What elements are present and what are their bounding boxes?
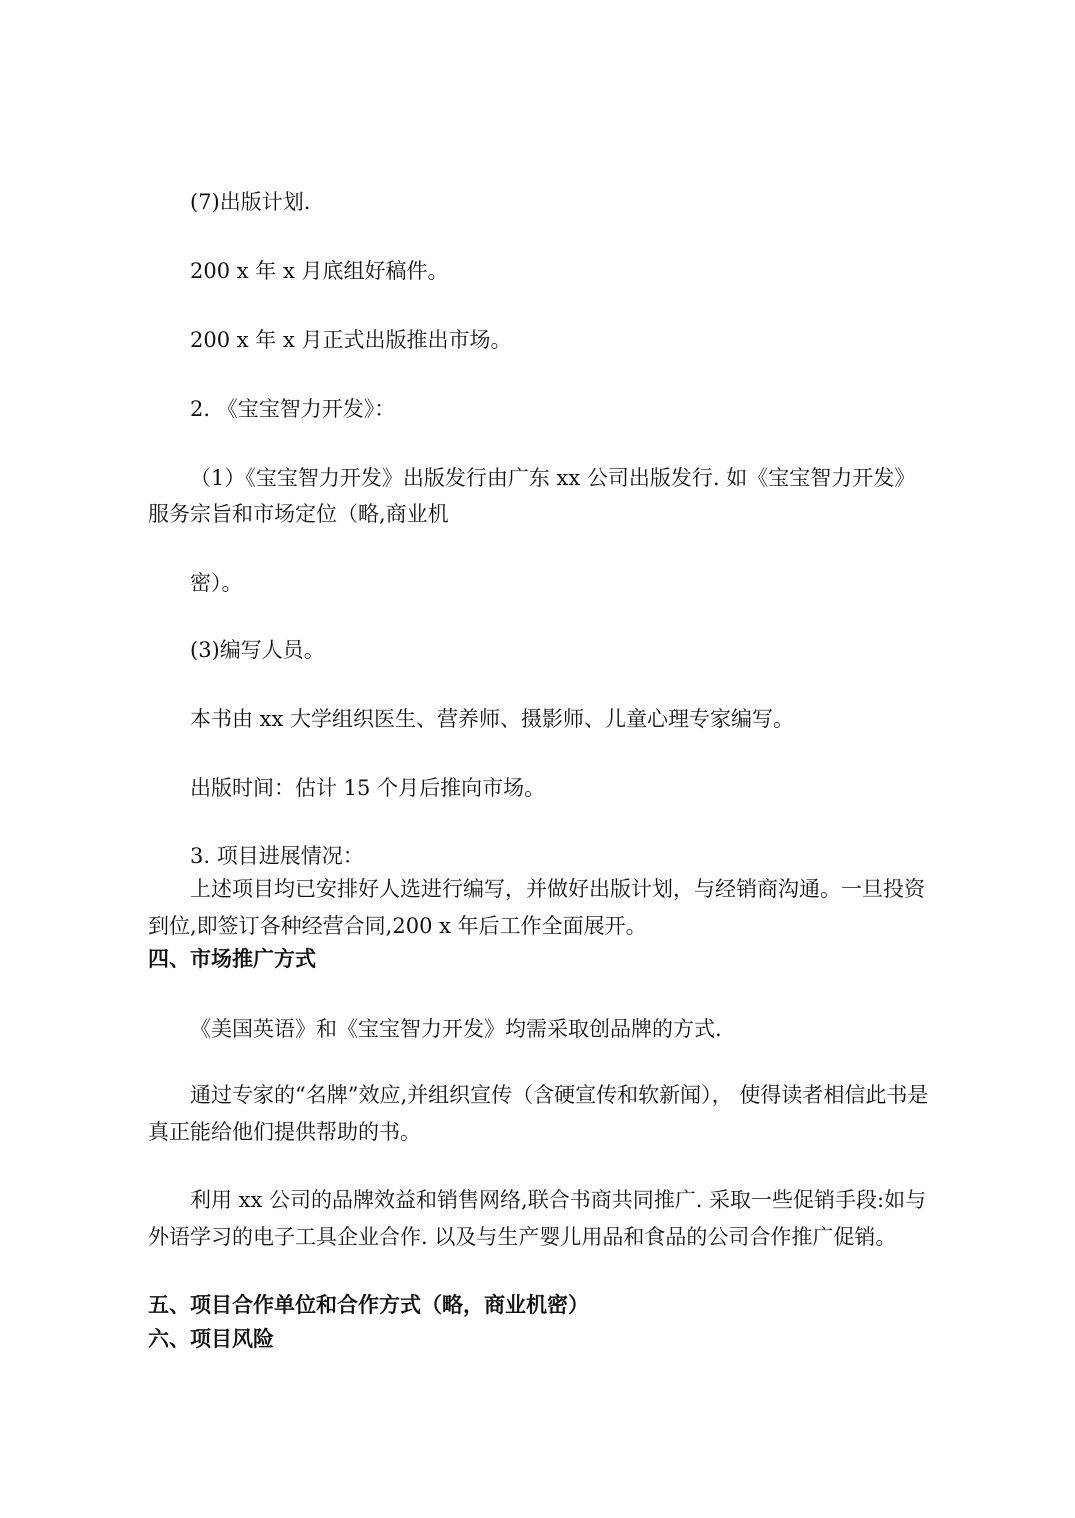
section-heading-risks: 六、项目风险 — [148, 1327, 274, 1351]
paragraph-progress: 上述项目均已安排好人选进行编写，并做好出版计划，与经销商沟通。一旦投资到位,即签订各种经营合同,200 x 年后工作全面展开。 — [148, 877, 925, 938]
paragraph-publisher-line2: 服务宗旨和市场定位（略,商业机 — [148, 502, 449, 526]
section-heading-partners: 五、项目合作单位和合作方式（略，商业机密） — [148, 1293, 589, 1317]
paragraph-progress-heading: 3. 项目进展情况： — [190, 844, 364, 868]
paragraph-brand-method: 《美国英语》和《宝宝智力开发》均需采取创品牌的方式. — [190, 1017, 722, 1041]
paragraph-secret-end: 密）。 — [190, 571, 243, 595]
paragraph-authors: 本书由 xx 大学组织医生、营养师、摄影师、儿童心理专家编写。 — [190, 707, 795, 731]
paragraph-expert-effect: 通过专家的“名牌”效应,并组织宣传（含硬宣传和软新闻）， 使得读者相信此书是真正能给他们提供帮助的书。 — [148, 1083, 929, 1144]
paragraph-release-date: 200 x 年 x 月正式出版推出市场。 — [190, 328, 512, 352]
paragraph-manuscript-date: 200 x 年 x 月底组好稿件。 — [190, 259, 449, 283]
paragraph-publisher-line1: （1）《宝宝智力开发》出版发行由广东 xx 公司出版发行. 如《宝宝智力开发》 — [190, 466, 916, 490]
paragraph-promotion: 利用 xx 公司的品牌效益和销售网络,联合书商共同推广. 采取一些促销手段:如与外语学习的电子工具企业合作. 以及与生产婴儿用品和食品的公司合作推广促销。 — [148, 1188, 927, 1249]
paragraph-publish-plan-heading: (7)出版计划. — [190, 190, 311, 214]
paragraph-publish-time: 出版时间：估计 15 个月后推向市场。 — [190, 776, 546, 800]
paragraph-baby-intelligence-heading: 2. 《宝宝智力开发》： — [190, 397, 396, 421]
paragraph-authors-heading: (3)编写人员。 — [190, 638, 325, 662]
section-heading-marketing: 四、市场推广方式 — [148, 947, 316, 971]
